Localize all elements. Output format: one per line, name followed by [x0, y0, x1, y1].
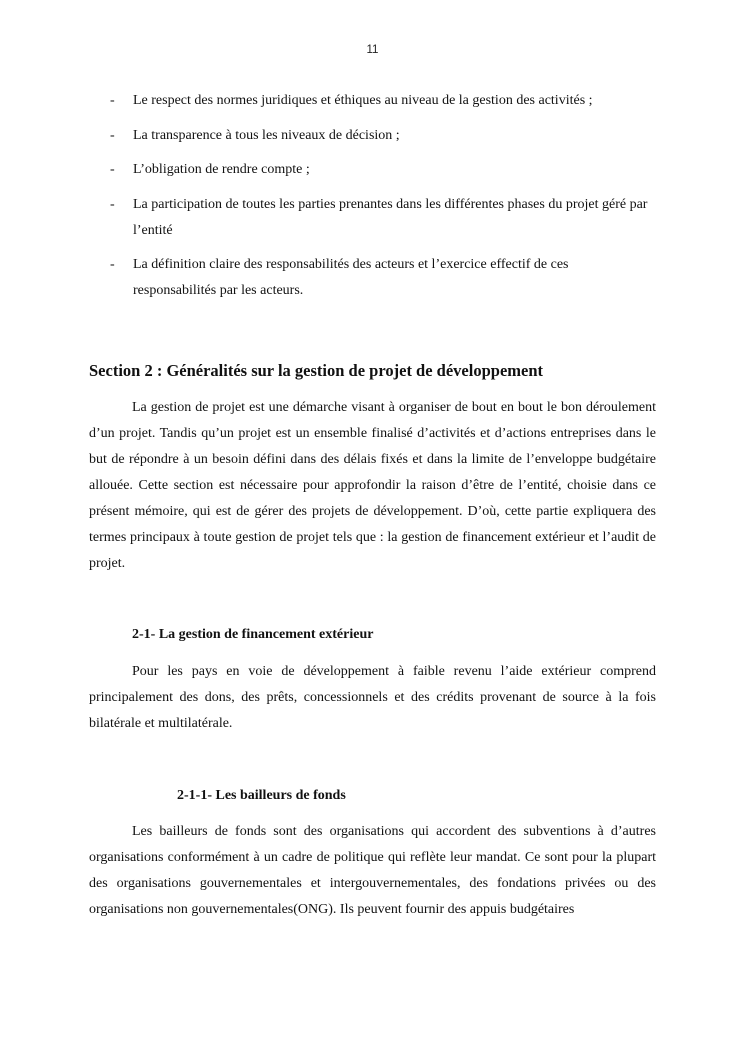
bullet-dash: -	[110, 127, 115, 143]
section-heading: Section 2 : Généralités sur la gestion de projet de développement	[89, 361, 544, 380]
list-item	[0, 88, 745, 114]
sub-subsection-heading: 2-1-1- Les bailleurs de fonds	[177, 788, 346, 803]
bullet-list	[0, 88, 745, 313]
sub-subsection-paragraph: Les bailleurs de fonds sont des organisations qui accordent des subventions à d’autres organisations conformément à un cadre de politique qui reflète leur mandat. Ce sont pour la plupart des organisations gouvernementales et intergouvernementales, des fondations privées ou des organisations non gouvernementales(ONG). Ils peuvent fournir des appuis budgétaires	[89, 824, 656, 917]
subsection-paragraph: Pour les pays en voie de développement à faible revenu l’aide extérieur comprend principalement des dons, des prêts, concessionnels et des crédits provenant de source à la fois bilatérale et multilatérale.	[89, 664, 656, 731]
bullet-dash: -	[110, 93, 115, 108]
bullet-dash: -	[110, 196, 115, 212]
bullet-text: La participation de toutes les parties prenantes dans les différentes phases du projet géré par l’entité	[133, 196, 648, 238]
bullet-dash: -	[110, 257, 115, 272]
bullet-dash: -	[110, 162, 115, 177]
list-item	[0, 157, 745, 183]
bullet-text: La transparence à tous les niveaux de décision ;	[133, 127, 400, 143]
section-paragraph: La gestion de projet est une démarche visant à organiser de bout en bout le bon déroulement d’un projet. Tandis qu’un projet est un ensemble finalisé d’activités et d’actions entreprises dans le but de répondre à un besoin défini dans des délais fixés et dans la limite de l’enveloppe budgétaire allouée. Cette section est nécessaire pour approfondir la raison d’être de l’entité, choisie dans ce présent mémoire, qui est de gérer des projets de développement. D’où, cette partie expliquera des termes principaux à toute gestion de projet tels que : la gestion de financement extérieur et l’audit de projet.	[89, 400, 656, 571]
bullet-text: Le respect des normes juridiques et éthiques au niveau de la gestion des activités ;	[133, 93, 593, 108]
list-item	[0, 123, 745, 149]
bullet-text: La définition claire des responsabilités des acteurs et l’exercice effectif de ces responsabilités par les acteurs.	[133, 257, 569, 298]
subsection-heading: 2-1- La gestion de financement extérieur	[132, 627, 374, 642]
bullet-text: L’obligation de rendre compte ;	[133, 162, 310, 177]
page-number: 11	[366, 44, 379, 56]
list-item	[0, 192, 745, 244]
list-item	[0, 252, 745, 304]
